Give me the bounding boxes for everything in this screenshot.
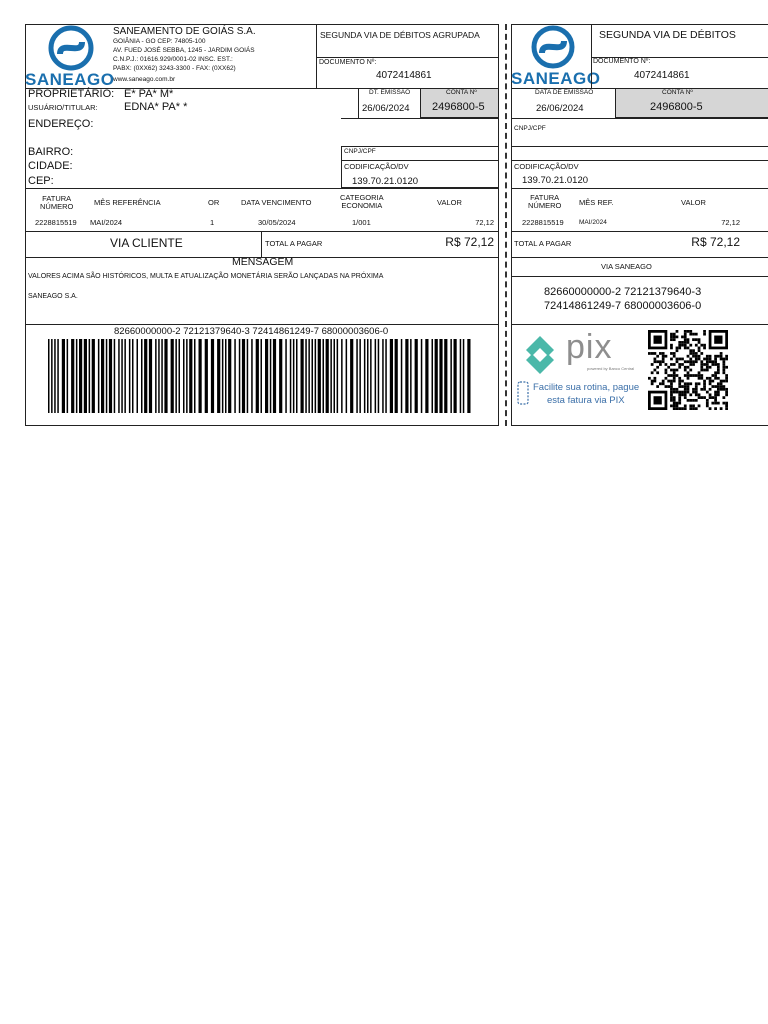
pix-phone-icon bbox=[517, 381, 529, 405]
th-value: VALOR bbox=[437, 198, 462, 207]
client-cnpj-label: CNPJ/CPF bbox=[344, 148, 376, 155]
company-address-1: GOIÂNIA - GO CEP: 74805-100 bbox=[113, 38, 206, 45]
th-or: OR bbox=[208, 198, 220, 207]
company-th-invoice: FATURA NÚMERO bbox=[528, 193, 562, 210]
owner-value: E* PA* M* bbox=[124, 88, 174, 100]
company-row-value: 72,12 bbox=[721, 218, 740, 227]
owner-label: PROPRIETÁRIO: bbox=[28, 88, 115, 100]
company-total-value: R$ 72,12 bbox=[691, 235, 740, 249]
client-issue-date: 26/06/2024 bbox=[362, 103, 410, 114]
message-line-1: VALORES ACIMA SÃO HISTÓRICOS, MULTA E ATUALIZAÇÃO MONETÁRIA SERÃO LANÇADAS NA PRÓXIMA bbox=[28, 273, 384, 280]
th-category: CATEGORIA ECONOMIA bbox=[340, 193, 384, 210]
row-or: 1 bbox=[210, 218, 215, 227]
via-cliente-label: VIA CLIENTE bbox=[110, 236, 183, 250]
pix-qr-code[interactable] bbox=[648, 330, 730, 410]
company-th-value: VALOR bbox=[681, 198, 706, 207]
th-invoice: FATURA NÚMERO bbox=[40, 194, 74, 211]
pix-word: pix bbox=[566, 328, 613, 366]
company-account-number: 2496800-5 bbox=[650, 101, 703, 113]
pix-tagline-2: esta fatura via PIX bbox=[547, 395, 625, 406]
client-title: SEGUNDA VIA DE DÉBITOS AGRUPADA bbox=[320, 30, 480, 40]
city-label: CIDADE: bbox=[28, 160, 73, 172]
th-month: MÊS REFERÊNCIA bbox=[94, 198, 161, 207]
row-invoice: 2228815519 bbox=[35, 218, 77, 227]
client-code-value: 139.70.21.0120 bbox=[352, 176, 419, 187]
saneago-logo-right-text: SANEAGO bbox=[511, 69, 601, 88]
via-saneago-label: VIA SANEAGO bbox=[601, 262, 652, 271]
message-line-2: SANEAGO S.A. bbox=[28, 293, 78, 300]
company-address-2: AV. FUED JOSÉ SEBBA, 1245 - JARDIM GOIÁS bbox=[113, 47, 255, 54]
company-digits-2: 72414861249-7 68000003606-0 bbox=[544, 300, 702, 312]
company-name: SANEAMENTO DE GOIÁS S.A. bbox=[113, 26, 256, 37]
client-document-label: DOCUMENTO Nº: bbox=[319, 59, 377, 66]
row-category: 1/001 bbox=[352, 218, 371, 227]
company-row-invoice: 2228815519 bbox=[522, 218, 564, 227]
client-document-number: 4072414861 bbox=[376, 70, 432, 81]
company-document-label: DOCUMENTO Nº: bbox=[593, 58, 651, 65]
row-due: 30/05/2024 bbox=[258, 218, 296, 227]
client-account-label: CONTA Nº bbox=[446, 89, 477, 96]
company-cnpj-label: CNPJ/CPF bbox=[514, 125, 546, 132]
company-issue-label: DATA DE EMISSÃO bbox=[535, 89, 594, 96]
company-title: SEGUNDA VIA DE DÉBITOS bbox=[599, 29, 736, 41]
row-month: MAI/2024 bbox=[90, 218, 123, 227]
pix-powered: powered by Banco Central bbox=[587, 366, 635, 371]
company-issue-date: 26/06/2024 bbox=[536, 103, 584, 114]
client-account-number: 2496800-5 bbox=[432, 101, 485, 113]
barcode bbox=[48, 339, 473, 413]
client-code-label: CODIFICAÇÃO/DV bbox=[344, 162, 409, 171]
zip-label: CEP: bbox=[28, 175, 54, 187]
address-label: ENDEREÇO: bbox=[28, 118, 94, 130]
client-issue-label: DT. EMISSÃO bbox=[369, 89, 411, 96]
saneago-logo-text: SANEAGO bbox=[25, 70, 115, 89]
cut-line bbox=[505, 24, 507, 426]
company-code-value: 139.70.21.0120 bbox=[522, 175, 589, 186]
client-total-label: TOTAL A PAGAR bbox=[265, 239, 323, 248]
company-digits-1: 82660000000-2 72121379640-3 bbox=[544, 286, 702, 298]
company-document-number: 4072414861 bbox=[634, 70, 690, 81]
company-total-label: TOTAL A PAGAR bbox=[514, 239, 572, 248]
company-address-3: C.N.P.J.: 01616.929/0001-02 INSC. EST.: bbox=[113, 56, 233, 63]
message-title: MENSAGEM bbox=[232, 256, 294, 268]
company-account-label: CONTA Nº bbox=[662, 89, 693, 96]
company-row-month: MAI/2024 bbox=[579, 219, 607, 226]
client-total-value: R$ 72,12 bbox=[445, 235, 494, 249]
company-code-label: CODIFICAÇÃO/DV bbox=[514, 162, 579, 171]
th-due: DATA VENCIMENTO bbox=[241, 198, 312, 207]
pix-tagline-1: Facilite sua rotina, pague bbox=[533, 382, 640, 393]
user-label: USUÁRIO/TITULAR: bbox=[28, 103, 98, 112]
company-address-4: PABX: (0XX62) 3243-3300 - FAX: (0XX62) bbox=[113, 65, 236, 72]
company-th-month: MÊS REF. bbox=[579, 198, 614, 207]
district-label: BAIRRO: bbox=[28, 146, 74, 158]
user-value: EDNA* PA* * bbox=[124, 101, 188, 113]
client-barcode-digits: 82660000000-2 72121379640-3 72414861249-7 68000003606-0 bbox=[114, 326, 389, 337]
row-value: 72,12 bbox=[475, 218, 494, 227]
company-website[interactable]: www.saneago.com.br bbox=[113, 76, 176, 83]
